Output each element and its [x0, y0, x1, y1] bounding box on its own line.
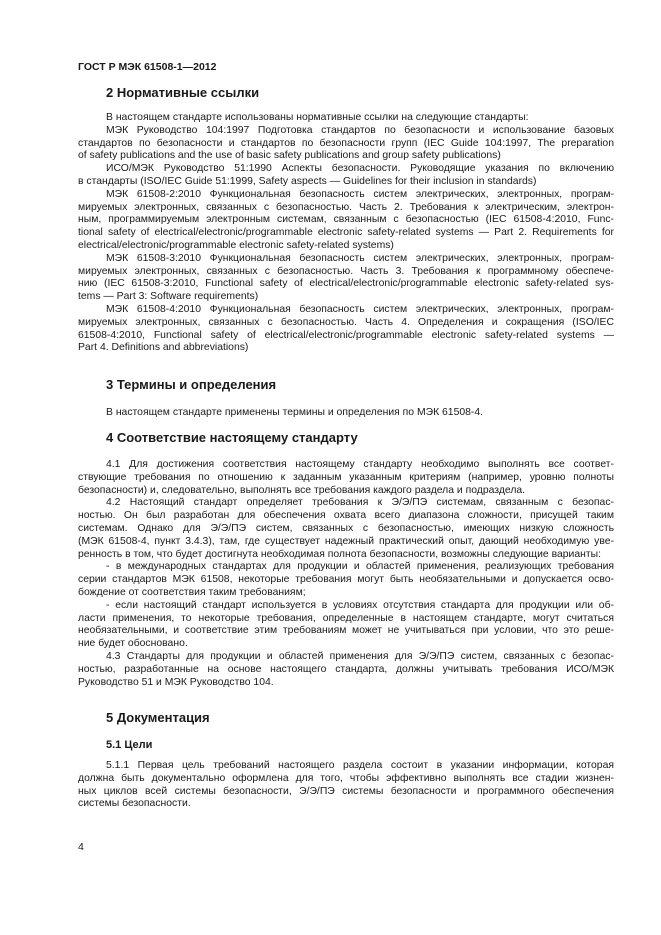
document-header: ГОСТ Р МЭК 61508-1—2012 [78, 61, 217, 73]
paragraph-line: бождение от соответствия таким требованиям; [78, 586, 306, 598]
paragraph-line: electrical/electronic/programmable electronic safety-related systems) [78, 239, 394, 251]
paragraph-line: МЭК Руководство 104:1997 Подготовка стандартов по безопасности и использование базовых [106, 124, 614, 136]
paragraph-line: tems — Part 3: Software requirements) [78, 291, 259, 303]
paragraph-line: 5.1.1 Первая цель требований настоящего раздела состоит в указании информации, которая [106, 760, 614, 771]
paragraph-line: ИСО/МЭК Руководство 51:1990 Аспекты безопасности. Руководящие указания по включению [106, 163, 614, 175]
paragraph-line: ние будет обосновано. [78, 638, 188, 650]
paragraph-line: системы безопасности. [78, 798, 191, 810]
paragraph-line: мируемых электронных, связанных с безопасностью. Часть 4. Определения и сокращения (ISO/IEC [78, 316, 614, 328]
paragraph-line: - в международных стандартах для продукции и областей применения, реализующих требования [106, 561, 614, 573]
section-3-heading: 3 Термины и определения [106, 377, 277, 392]
paragraph-line: безопасности) и, следовательно, выполнять все требования каждого раздела и подраздела. [78, 484, 526, 496]
section-4-heading: 4 Соответствие настоящему стандарту [106, 430, 358, 445]
paragraph-line: мируемых электронных, связанных с безопасностью. Часть 3. Требования к программному обеспече- [78, 265, 614, 277]
subsection-5-1-heading: 5.1 Цели [106, 739, 153, 751]
paragraph-line: ласти применения, то некоторые требования, определенные в настоящем стандарте, могут считаться [78, 612, 614, 624]
section-5-heading: 5 Документация [106, 710, 210, 725]
section-2-heading: 2 Нормативные ссылки [106, 85, 260, 100]
paragraph-line: ным, программируемым электронным системам, связанным с безопасностью (IEC 61508-4:2010, Func- [78, 214, 614, 226]
paragraph-line: системам. Однако для Э/Э/ПЭ систем, связанных с безопасностью, имеющих низкую сложность [78, 522, 614, 534]
paragraph-line: of safety publications and the use of basic safety publications and group safety publications) [78, 150, 501, 162]
paragraph-line: 61508-4:2010, Functional safety of electrical/electronic/programmable electronic safety-related systems — [78, 329, 614, 341]
paragraph-line: ствующие требования по отношению к заданным указанным критериям (например, уровню полноты [78, 471, 614, 483]
paragraph-line: (МЭК 61508-4, пункт 3.4.3), там, где существует надежный практический опыт, дающий необходимую уве- [78, 535, 614, 547]
paragraph-line: в стандарты (ISO/IEC Guide 51:1999, Safety aspects — Guidelines for their inclusion in standards) [78, 175, 537, 187]
paragraph-line: должна быть документально оформлена для того, чтобы эффективно выполнять все стадии жизнен- [78, 772, 614, 784]
section-2-body [78, 112, 614, 355]
paragraph-line: tional safety of electrical/electronic/programmable electronic safety-related systems — Part 2. Requirements for [78, 227, 614, 239]
paragraph-line: В настоящем стандарте применены термины и определения по МЭК 61508-4. [106, 407, 484, 418]
paragraph-line: МЭК 61508-2:2010 Функциональная безопасность систем электрических, электронных, програм- [106, 188, 614, 200]
paragraph-line: ных циклов всей системы безопасности, Э/Э/ПЭ системы безопасности и программного обеспечения [78, 785, 614, 797]
paragraph-line: необязательными, и соответствие этим требованиям может не учитываться при условии, что это реше- [78, 625, 614, 637]
section-3-body [78, 407, 614, 420]
paragraph-line: Part 4. Definitions and abbreviations) [78, 342, 249, 354]
paragraph-line: 4.3 Стандарты для продукции и областей применения для Э/Э/ПЭ систем, связанных с безопас- [106, 650, 614, 662]
subsection-5-1-body [78, 760, 614, 811]
section-4-body [78, 459, 614, 689]
paragraph-line: МЭК 61508-3:2010 Функциональная безопасность систем электрических, электронных, програм- [106, 252, 614, 264]
paragraph-line: мируемых электронных, связанных с безопасностью. Часть 2. Требования к электрическим, электрон- [78, 201, 614, 213]
paragraph-line: ностью. Он был разработан для обеспечения охвата всего диапазона сложности, присущей таким [78, 510, 614, 522]
page-number: 4 [78, 841, 84, 853]
paragraph-line: В настоящем стандарте использованы нормативные ссылки на следующие стандарты: [106, 112, 529, 123]
paragraph-line: ностью, разработанные на основе настоящего стандарта, должны учитывать требования ИСО/МЭК [78, 663, 614, 675]
paragraph-line: Руководство 51 и МЭК Руководство 104. [78, 676, 274, 688]
paragraph-line: стандартов по безопасности и стандартов по безопасности групп (IEC Guide 104:1997, The preparation [78, 137, 614, 149]
paragraph-line: 4.2 Настоящий стандарт определяет требования к Э/Э/ПЭ системам, связанным с безопас- [106, 497, 614, 509]
paragraph-line: серии стандартов МЭК 61508, некоторые требования могут быть необязательными и допускается осво- [78, 574, 614, 586]
paragraph-line: - если настоящий стандарт используется в условиях отсутствия стандарта для продукции или об- [106, 599, 614, 611]
paragraph-line: 4.1 Для достижения соответствия настоящему стандарту необходимо выполнять все соответ- [106, 459, 614, 470]
paragraph-line: МЭК 61508-4:2010 Функциональная безопасность систем электрических, электронных, програм- [106, 303, 614, 315]
paragraph-line: нию (IEC 61508-3:2010, Functional safety of electrical/electronic/programmable electronic safety-related sys- [78, 278, 614, 290]
paragraph-line: ренность в том, что будет достигнута необходимая полнота безопасности, возможны следующие варианты: [78, 548, 601, 560]
